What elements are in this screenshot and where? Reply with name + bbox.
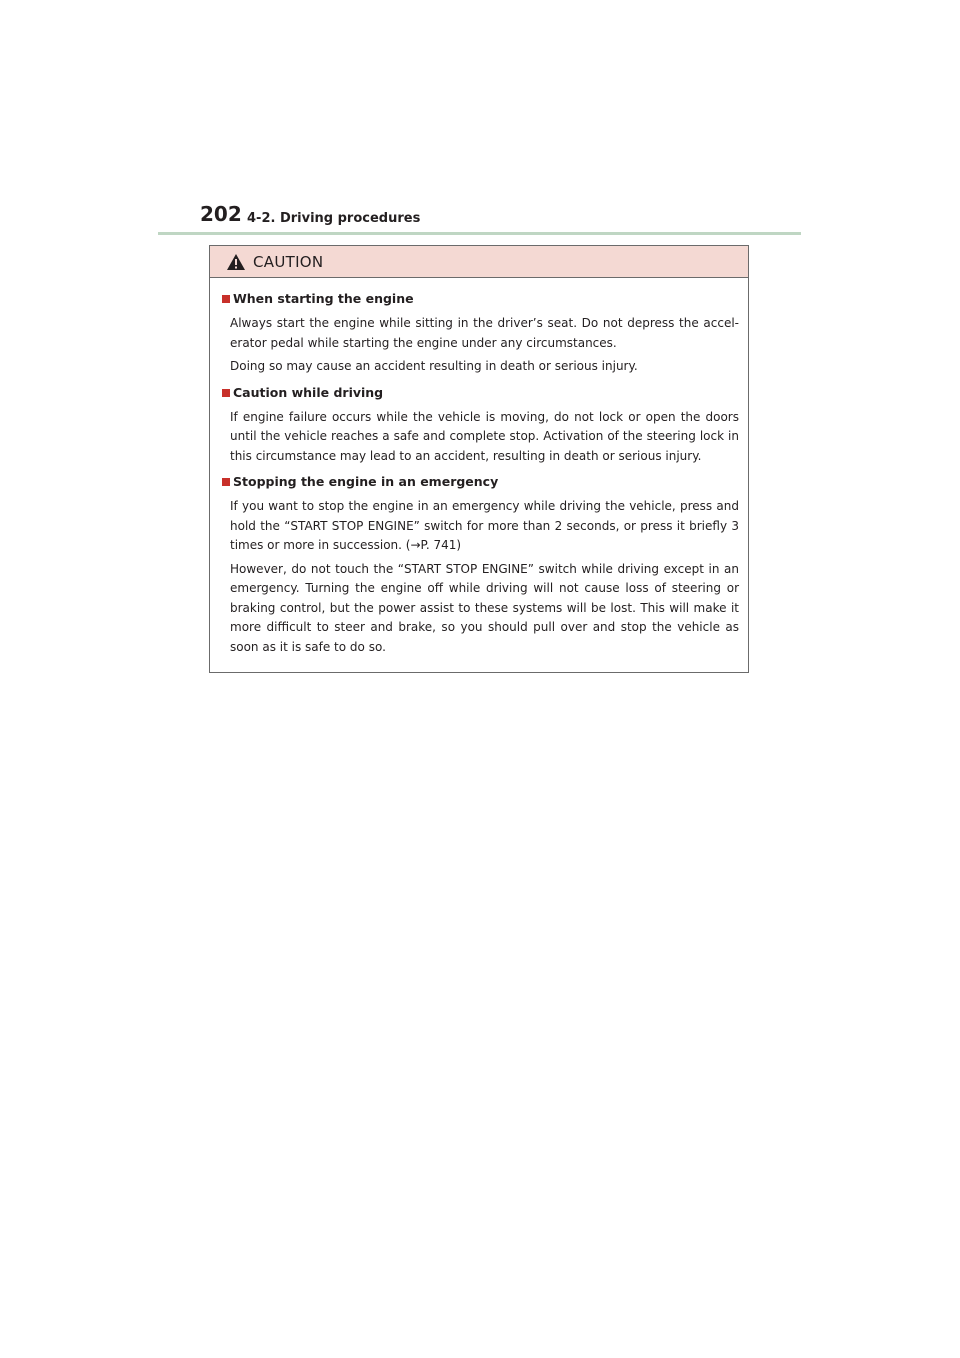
square-bullet-icon [222,295,230,303]
header-rule [158,232,801,235]
caution-item-emergency-stop [222,473,739,657]
caution-body [210,278,748,657]
item-heading [222,473,739,491]
page-header [158,196,801,236]
item-paragraph: However, do not touch the “START STOP ENGINE” switch while driving except in an emergency. Turning the engine off while driving will not cause loss of steering or braking control, but the power assist to these systems will be lost. This will make it more difficult to steer and brake, so you should pull over and stop the vehicle as soon as it is safe to do so. [230,561,739,654]
item-paragraph: If you want to stop the engine in an emergency while driving the vehicle, press and hold the “START STOP ENGINE” switch for more than 2 seconds, or press it briefly 3 times or more in succession. (→P. 741) [230,499,739,552]
item-heading [222,384,739,402]
page-number: 202 [200,202,242,226]
item-heading-text: When starting the engine [233,291,414,306]
caution-label: CAUTION [253,253,324,271]
square-bullet-icon [222,478,230,486]
caution-box [209,245,749,673]
item-paragraph: Doing so may cause an accident resulting in death or serious injury. [230,359,638,373]
item-heading-text: Stopping the engine in an emergency [233,474,499,489]
item-paragraph: Always start the engine while sitting in the driver’s seat. Do not depress the accel- erator pedal while starting the engine under any circumstances. [230,316,739,350]
square-bullet-icon [222,389,230,397]
caution-header [210,246,748,278]
item-heading-text: Caution while driving [233,384,384,400]
section-title: 4-2. Driving procedures [247,211,421,226]
caution-item-starting-engine [222,290,739,377]
caution-item-while-driving [222,384,739,467]
item-paragraph: If engine failure occurs while the vehicle is moving, do not lock or open the doors until the vehicle reaches a safe and complete stop. Activation of the steering lock in this circumstance may lead to an accident, resulting in death or serious injury. [230,409,739,463]
item-heading [222,290,739,308]
warning-triangle-icon [226,253,246,271]
